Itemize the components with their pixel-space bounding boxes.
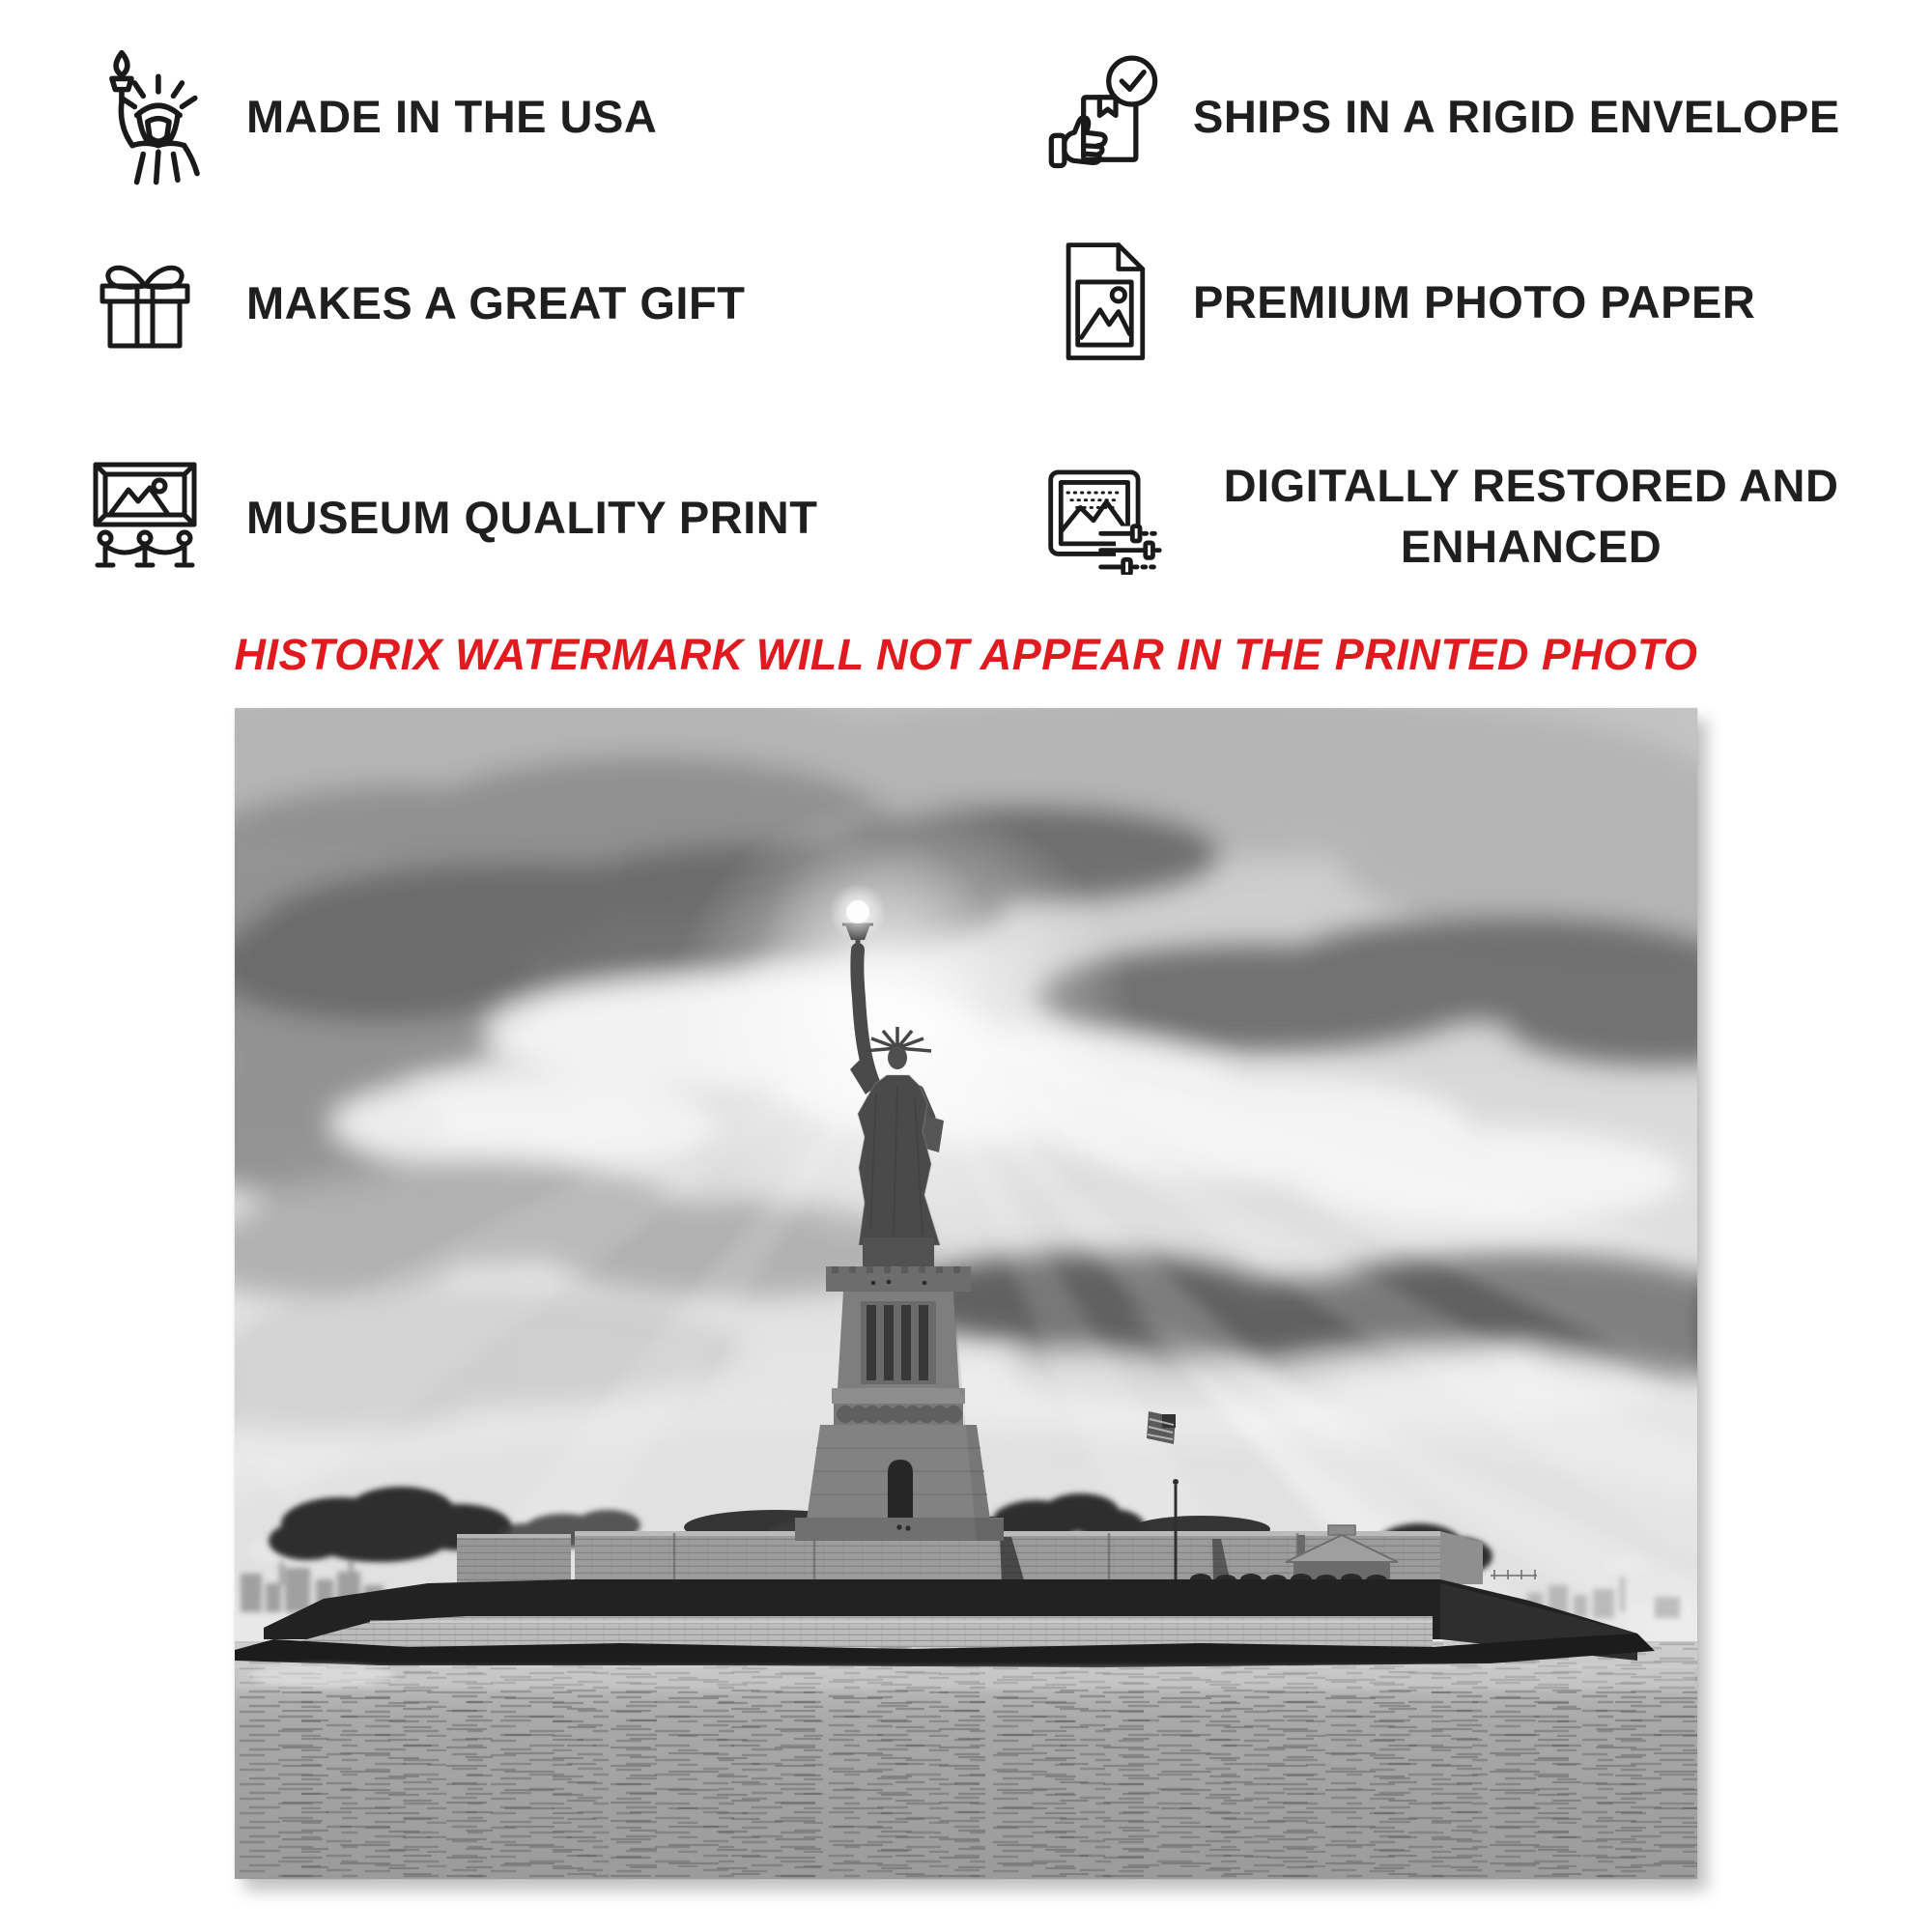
feature-restored: [1036, 446, 1869, 586]
feature-label-rigid-envelope: SHIPS IN A RIGID ENVELOPE: [1193, 90, 1840, 142]
watermark-notice: HISTORIX WATERMARK WILL NOT APPEAR IN THE PRINTED PHOTO: [234, 630, 1698, 679]
feature-label-restored: DIGITALLY RESTORED AND ENHANCED: [1223, 460, 1839, 572]
feature-label-photo-paper: PREMIUM PHOTO PAPER: [1193, 276, 1756, 327]
statue-of-liberty-icon: [72, 46, 217, 186]
package-check-icon: [1036, 46, 1171, 186]
feature-label-made-in-usa: MADE IN THE USA: [246, 90, 658, 142]
feature-label-great-gift: MAKES A GREAT GIFT: [246, 276, 746, 328]
feature-label-museum-quality: MUSEUM QUALITY PRINT: [246, 492, 818, 543]
feature-museum-quality: [72, 452, 817, 582]
image-adjust-icon: [1036, 459, 1171, 575]
island-foreground: [235, 1579, 1697, 1690]
feature-made-in-usa: [72, 43, 657, 188]
feature-rigid-envelope: [1036, 43, 1840, 188]
statue-of-liberty-photo-scene: [235, 708, 1697, 1879]
gift-icon: [72, 243, 217, 361]
museum-print-icon: [72, 457, 217, 578]
product-photo: [235, 708, 1697, 1879]
feature-photo-paper: [1036, 232, 1755, 372]
photo-paper-icon: [1036, 235, 1171, 370]
feature-great-gift: [72, 240, 745, 365]
